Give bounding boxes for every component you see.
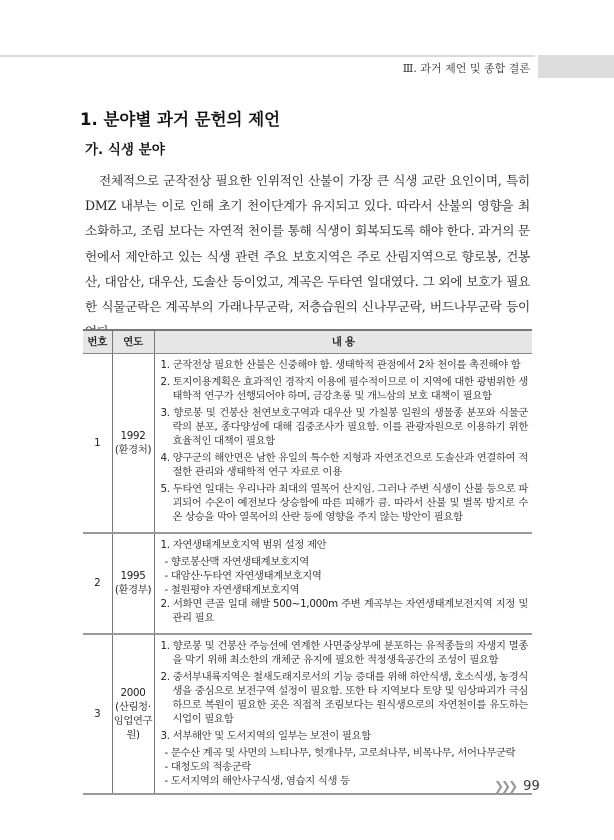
chapter-header: Ⅲ. 과거 제언 및 종합 결론 bbox=[402, 62, 530, 75]
page-number: 99 bbox=[523, 779, 540, 794]
col-header-content: 내 용 bbox=[154, 330, 532, 353]
col-header-year: 연도 bbox=[112, 330, 154, 353]
table-row bbox=[83, 353, 532, 533]
content-item: 2. 토지이용계획은 효과적인 경작지 이용에 필수적이므로 이 지역에 대한 광범위한 생태학적 연구가 선행되어야 하며, 금강초롱 및 개느삼의 보호 대책이 필요함 bbox=[160, 375, 528, 402]
row-content bbox=[154, 634, 532, 794]
year: 1995 bbox=[120, 570, 146, 582]
body-paragraph: 전체적으로 군작전상 필요한 인위적인 산불이 가장 큰 식생 교란 요인이며, 특히 DMZ 내부는 이로 인해 초기 천이단계가 유지되고 있다. 따라서 산불의 영향을 최소화하고, 조림 보다는 자연적 천이를 통해 식생이 회복되도록 해야 한다. 과거의 문헌에서 제안하고 있는 식생 관련 주요 보호지역은 주로 산림지역으로 향로봉, 건봉산, 대암산, 대우산, 도솔산 등이었고, 계곡은 두타연 일대였다. 그 외에 보호가 필요한 식물군락은 계곡부의 가래나무군락, 저층습원의 신나무군락, 버드나무군락 등이 bbox=[85, 173, 530, 315]
row-year bbox=[112, 634, 154, 794]
header-tab bbox=[538, 55, 614, 78]
content-item: 5. 두타연 일대는 우리나라 최대의 열목어 산지임. 그러나 주변 식생이 산불 등으로 파괴되어 수온이 예전보다 상승함에 따른 피해가 큼. 따라서 산불 및 벌목 방지로 수온 상승을 막아 열목어의 산란 등에 영향을 주지 않는 방안이 필요함 bbox=[160, 482, 528, 523]
section-title: 1. 분야별 과거 문헌의 제언 bbox=[80, 110, 281, 129]
row-number: 1 bbox=[83, 353, 112, 533]
table-header-row bbox=[83, 330, 532, 353]
content-item: 1. 군작전상 필요한 산불은 신중해야 함. 생태학적 관점에서 2차 천이를 촉진해야 함 bbox=[160, 358, 521, 371]
proposals-table bbox=[83, 329, 532, 795]
year: 2000 bbox=[120, 686, 146, 699]
col-header-no: 번호 bbox=[83, 330, 112, 353]
row-year bbox=[112, 353, 154, 533]
chevrons-icon: ❯❯❯ bbox=[494, 779, 516, 793]
content-item: 3. 서부해안 및 도서지역의 일부는 보전이 필요함 bbox=[160, 729, 371, 742]
organization: (환경부) bbox=[114, 584, 152, 596]
table-row bbox=[83, 533, 532, 634]
content-item: 1. 자연생태계보호지역 범위 설정 제안 bbox=[160, 538, 327, 551]
row-content bbox=[154, 533, 532, 634]
row-content bbox=[154, 353, 532, 533]
content-item: 2. 중서부내륙지역은 철새도래지로서의 기능 증대를 위해 하안식생, 호소식생, 농경식생을 중심으로 보전구역 설정이 필요함. 또한 타 지역보다 토양 및 임상파괴가 극심하므로 복원이 필요한 곳은 직접적 조림보다는 원식생으로의 자연천이를 유도하는 시업이 필요함 bbox=[160, 670, 528, 725]
content-subitem: - 철원평야 자연생태계보호지역 bbox=[164, 583, 300, 596]
page-footer bbox=[494, 779, 540, 794]
organization: (환경처) bbox=[114, 443, 152, 456]
row-number: 3 bbox=[83, 634, 112, 794]
content-subitem: - 도서지역의 해안사구식생, 염습지 식생 등 bbox=[164, 774, 350, 787]
content-item: 4. 양구군의 해안면은 남한 유일의 특수한 지형과 자연조건으로 도솔산과 연결하여 적절한 관리와 생태학적 연구 자료로 이용 bbox=[160, 451, 528, 478]
organization: (산림청·임업연구원) bbox=[113, 700, 153, 741]
subsection-title: 가. 식생 분야 bbox=[85, 142, 165, 158]
header-rule bbox=[0, 55, 535, 57]
content-subitem: - 문수산 계곡 및 사면의 느티나무, 헛개나무, 고로쇠나무, 비목나무, 서어나무군락 bbox=[164, 746, 516, 759]
content-subitem: - 대청도의 적송군락 bbox=[164, 760, 252, 773]
table-row bbox=[83, 634, 532, 794]
content-item: 1. 향로봉 및 건봉산 주능선에 연계한 사면중상부에 분포하는 유적종들의 자생지 멸종을 막기 위해 최소한의 개체군 유지에 필요한 적정생육공간의 조성이 필요함 bbox=[160, 639, 528, 666]
content-subitem: - 향로봉산맥 자연생태계보호지역 bbox=[164, 555, 309, 568]
content-subitem: - 대암산·두타연 자연생태계보호지역 bbox=[164, 569, 322, 582]
row-number: 2 bbox=[83, 533, 112, 634]
row-year bbox=[112, 533, 154, 634]
content-item: 2. 서화면 큰골 일대 해발 500~1,000m 주변 계곡부는 자연생태계보전지역 지정 및 관리 필요 bbox=[160, 597, 528, 624]
content-item: 3. 향로봉 및 건봉산 천연보호구역과 대우산 및 가칠봉 일원의 생물종 분포와 식물군락의 분포, 종다양성에 대해 집중조사가 필요함. 이를 관광자원으로 이용하기 위한 효율적인 대책이 필요함 bbox=[160, 406, 528, 447]
year: 1992 bbox=[120, 429, 146, 442]
